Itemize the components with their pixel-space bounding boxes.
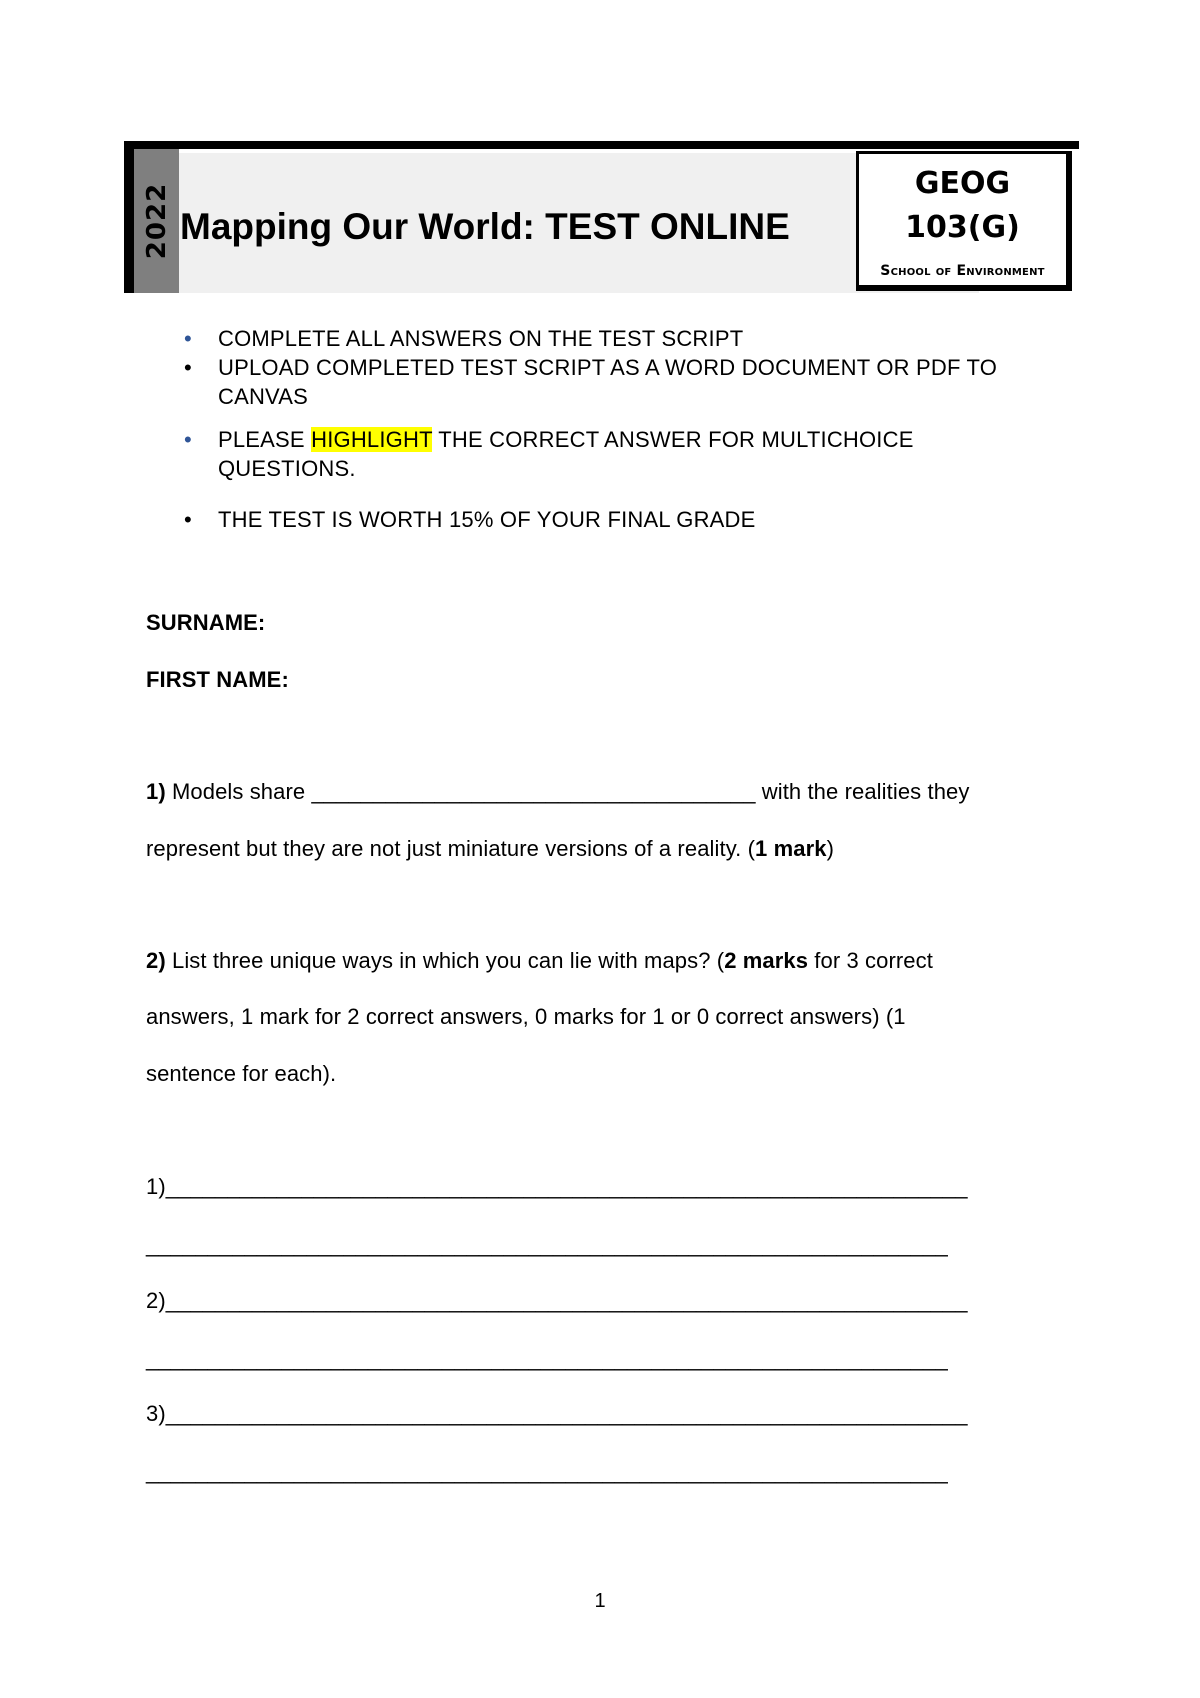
page-number: 1 bbox=[594, 1590, 606, 1612]
instruction-item bbox=[180, 324, 1050, 353]
instruction-text-continued: CANVAS bbox=[218, 384, 309, 409]
instruction-text-continued: QUESTIONS. bbox=[218, 456, 356, 481]
instructions-list bbox=[180, 324, 1050, 534]
header-banner bbox=[124, 141, 1079, 299]
answer-3-line-1[interactable]: 3)_________________________________________________________________ bbox=[146, 1401, 968, 1426]
question-1-line-1 bbox=[146, 779, 969, 805]
instruction-text: THE TEST IS WORTH 15% OF YOUR FINAL GRADE bbox=[218, 507, 756, 532]
question-2-marks: 2 marks bbox=[724, 948, 809, 973]
question-2-line-1 bbox=[146, 948, 933, 974]
question-2-number: 2) bbox=[146, 948, 166, 973]
course-code bbox=[859, 162, 1066, 250]
question-2-text-after: for 3 correct bbox=[808, 948, 933, 973]
instruction-item bbox=[180, 425, 1050, 483]
bullet-icon: • bbox=[184, 326, 192, 351]
instruction-text: COMPLETE ALL ANSWERS ON THE TEST SCRIPT bbox=[218, 326, 744, 351]
answer-1-line-2[interactable]: _________________________________________________________________ bbox=[146, 1232, 948, 1257]
surname-label: SURNAME: bbox=[146, 610, 266, 635]
bullet-icon: • bbox=[184, 427, 192, 452]
question-1-marks: 1 mark bbox=[755, 836, 827, 861]
course-box bbox=[856, 151, 1072, 291]
question-1-number: 1) bbox=[146, 779, 166, 804]
instruction-text: UPLOAD COMPLETED TEST SCRIPT AS A WORD DOCUMENT OR PDF TO bbox=[218, 355, 998, 380]
document-title: Mapping Our World: TEST ONLINE bbox=[180, 206, 790, 247]
question-2-text: List three unique ways in which you can lie with maps? ( bbox=[165, 948, 725, 973]
instruction-text-before: PLEASE bbox=[218, 427, 312, 452]
header-top-border bbox=[124, 141, 1079, 149]
year-strip bbox=[134, 149, 179, 293]
question-1-line-2 bbox=[146, 836, 834, 862]
question-1-text-end: ) bbox=[826, 836, 835, 861]
school-name: School of Environment bbox=[880, 263, 1045, 279]
header-left-border bbox=[124, 141, 134, 293]
first-name-label: FIRST NAME: bbox=[146, 667, 289, 692]
question-2-line-2: answers, 1 mark for 2 correct answers, 0 marks for 1 or 0 correct answers) (1 bbox=[146, 1004, 906, 1029]
question-1-text-continued: represent but they are not just miniature versions of a reality. ( bbox=[146, 836, 756, 861]
answer-2-line-1[interactable]: 2)_________________________________________________________________ bbox=[146, 1288, 968, 1313]
year-label: 2022 bbox=[141, 182, 172, 260]
answer-2-line-2[interactable]: _________________________________________________________________ bbox=[146, 1346, 948, 1371]
instruction-text-after: THE CORRECT ANSWER FOR MULTICHOICE bbox=[432, 427, 914, 452]
course-code-line1: GEOG bbox=[914, 166, 1011, 201]
answer-1-line-1[interactable]: 1)_________________________________________________________________ bbox=[146, 1174, 968, 1199]
answer-3-line-2[interactable]: _________________________________________________________________ bbox=[146, 1459, 948, 1484]
bullet-icon: • bbox=[184, 507, 192, 532]
highlighted-word: HIGHLIGHT bbox=[311, 427, 433, 452]
course-code-line2: 103(G) bbox=[905, 210, 1020, 245]
question-2-line-3: sentence for each). bbox=[146, 1061, 337, 1086]
instruction-item bbox=[180, 505, 1050, 534]
bullet-icon: • bbox=[184, 355, 192, 380]
instruction-item bbox=[180, 353, 1050, 411]
question-1-text: Models share ____________________________________ with the realities they bbox=[165, 779, 970, 804]
